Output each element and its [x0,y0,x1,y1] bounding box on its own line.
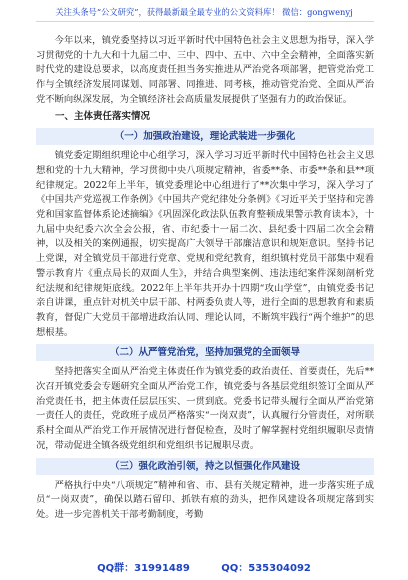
header-divider [36,21,374,22]
header-banner: 关注头条号“公文研究”，获得最新最全最专业的公文资料库！ 微信：gongwenyj [55,7,353,17]
paragraph-3: 严格执行中央“八项规定”精神和省、市、县有关规定精神，进一步落实班子成员“一岗双责”，确保以踏石留印、抓铁有痕的劲头，把作风建设各项规定落到实处。进一步完善机关干部考勤制度，考勤 [36,479,374,520]
subheading-1: （一）加强政治建设，理论武装进一步强化 [36,128,374,145]
paragraph-1: 镇党委定期组织理论中心组学习，深入学习习近平新时代中国特色社会主义思想和党的十九大精神，学习贯彻中央八项规定精神，省委**条、市委**条和县**项纪律规定。2022年上半年，镇党委理论中心组进行了**次集中学习，深入学习了《中国共产党巡视工作条例》《中国共产党纪律处分条例》《习近平关于坚持和完善党和国家监督体系论述摘编》《巩固深化政法队伍教育整顿成果警示教育读本》，十九届中央纪委六次全会公报，省、市纪委十一届二次、县纪委十四届二次全会精神，以及相关的案例通报，切实提高广大领导干部廉洁意识和规矩意识。坚持书记上党课，对全镇党员干部进行党章、党规和党纪教育，组织镇村党员干部集中观看警示教育片《重点局长的双面人生》，并结合典型案例、违法违纪案件深刻剖析党纪法规和纪律规矩底线。2022年上半年共开办十四期“攻山学堂”，由镇党委书记亲自讲课，重点针对机关中层干部、村两委负责人等，进行全面的思想教育和素质教育，督促广大党员干部增进政治认同、理论认同，不断筑牢践行“两个维护”的思想根基。 [36,150,374,338]
section-heading: 一、主体责任落实情况 [55,110,151,122]
footer-contact [0,559,408,574]
qq-group-text: QQ群：31991489 [97,563,190,574]
paragraph-2: 坚持把落实全面从严治党主体责任作为镇党委的政治责任、首要责任，先后**次召开镇党委会专题研究全面从严治党工作，镇党委与各基层党组织签订全面从严治党责任书，把主体责任层层压实、一贯到底。党委书记带头履行全面从严治党第一责任人的责任，党政班子成员严格落实“一岗双责”，认真履行分管责任，对所联系村全面从严治党工作开展情况进行督促检查，及时了解掌握村党组织履职尽责情况，带动促进全镇各级党组织和党组织书记履职尽责。 [36,366,374,451]
document-body [36,34,374,523]
subheading-2: （二）从严管党治党，坚持加强党的全面领导 [36,344,374,361]
intro-paragraph: 今年以来，镇党委坚持以习近平新时代中国特色社会主义思想为指导，深入学习贯彻党的十九大和十九届二中、三中、四中、五中、六中全会精神，全面落实新时代党的建设总要求，以高度责任担当务实推进从严治党各项部署，把管党治党工作与全镇经济发展同谋划、同部署、同推进、同考核，推动管党治党、全面从严治党不断向纵深发展，为全镇经济社会高质量发展提供了坚强有力的政治保证。 [36,35,374,105]
subheading-3: （三）强化政治引领，持之以恒强化作风建设 [36,458,374,475]
qq-number-text: QQ：535304092 [221,563,311,574]
